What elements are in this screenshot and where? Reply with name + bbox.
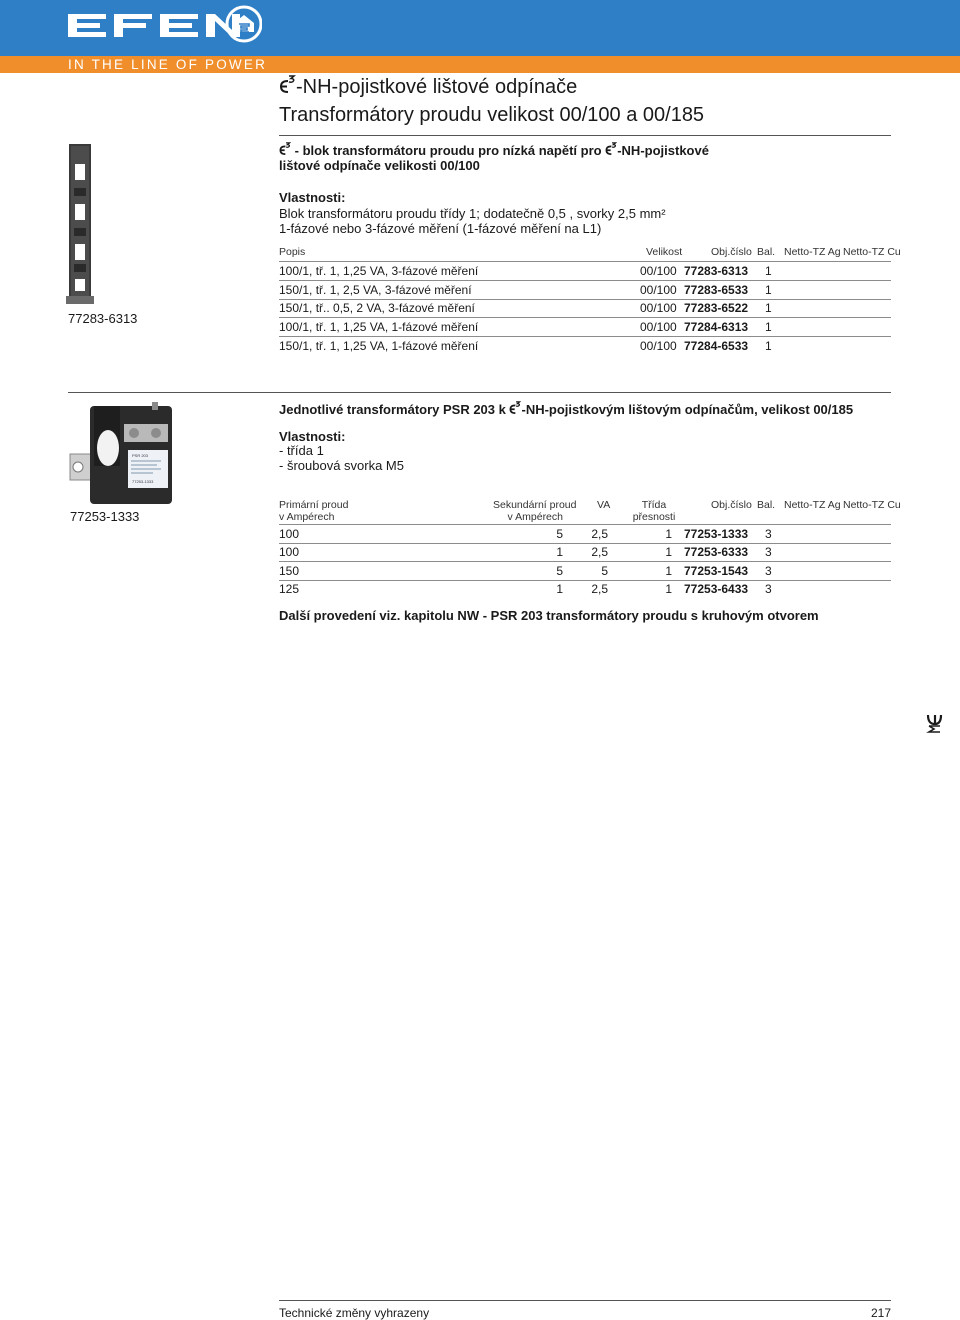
col-bal: Bal. bbox=[757, 499, 776, 511]
e3-logo-icon bbox=[509, 401, 521, 414]
col-secondary bbox=[493, 499, 577, 523]
row-velikost: 00/100 bbox=[640, 339, 677, 353]
row-bal: 1 bbox=[765, 264, 772, 278]
efen-logo bbox=[66, 4, 262, 44]
row-obj: 77284-6313 bbox=[684, 320, 749, 334]
col-va: VA bbox=[597, 499, 611, 511]
e3-logo-icon bbox=[279, 75, 296, 93]
row-divider bbox=[279, 580, 891, 581]
section1-props-line2: 1-fázové nebo 3-fázové měření (1-fázové měření na L1) bbox=[279, 221, 602, 236]
row-class: 1 bbox=[665, 545, 672, 559]
col-obj: Obj.číslo bbox=[711, 499, 752, 511]
page-title-text: -NH-pojistkové lištové odpínače bbox=[296, 76, 578, 98]
row-obj: 77253-6333 bbox=[684, 545, 749, 559]
col-velikost: Velikost bbox=[646, 246, 683, 258]
section2-note: Další provedení viz. kapitolu NW - PSR 203 transformátory proudu s kruhovým otvorem bbox=[279, 608, 819, 623]
row-bal: 3 bbox=[765, 564, 772, 578]
row-bal: 3 bbox=[765, 582, 772, 596]
col-obj: Obj.číslo bbox=[711, 246, 752, 258]
row-obj: 77283-6313 bbox=[684, 264, 749, 278]
row-primary: 150 bbox=[279, 564, 300, 578]
section2-title bbox=[279, 401, 853, 418]
section1-title-line2: lištové odpínače velikosti 00/100 bbox=[279, 158, 480, 173]
col-cu: Netto-TZ Cu bbox=[843, 499, 901, 511]
section2-props-line2: - šroubová svorka M5 bbox=[279, 458, 404, 473]
row-divider bbox=[279, 299, 891, 300]
table2-header-divider bbox=[279, 524, 891, 525]
row-bal: 1 bbox=[765, 320, 772, 334]
row-secondary: 1 bbox=[556, 582, 563, 596]
e3-logo-icon bbox=[605, 142, 617, 155]
row-bal: 1 bbox=[765, 301, 772, 315]
row-va: 2,5 bbox=[591, 545, 608, 559]
row-velikost: 00/100 bbox=[640, 320, 677, 334]
col-cu: Netto-TZ Cu bbox=[843, 246, 901, 258]
footer-divider bbox=[279, 1300, 891, 1301]
row-obj: 77283-6533 bbox=[684, 283, 749, 297]
e3-side-icon bbox=[926, 712, 944, 734]
col-class-line1: Třída bbox=[641, 499, 667, 511]
row-divider bbox=[279, 280, 891, 281]
col-class-line2: přesnosti bbox=[632, 511, 676, 523]
section1-props-line1: Blok transformátoru proudu třídy 1; dodatečně 0,5 , svorky 2,5 mm² bbox=[279, 206, 666, 221]
tagline: IN THE LINE OF POWER bbox=[68, 57, 268, 72]
col-ag: Netto-TZ Ag bbox=[784, 499, 841, 511]
row-popis: 100/1, tř. 1, 1,25 VA, 3-fázové měření bbox=[279, 264, 479, 278]
row-divider bbox=[279, 336, 891, 337]
row-velikost: 00/100 bbox=[640, 283, 677, 297]
transformer-block-image bbox=[66, 144, 94, 304]
row-bal: 3 bbox=[765, 545, 772, 559]
header-bar bbox=[0, 0, 960, 56]
col-bal: Bal. bbox=[757, 246, 776, 258]
row-obj: 77253-1333 bbox=[684, 527, 749, 541]
row-va: 2,5 bbox=[591, 527, 608, 541]
row-secondary: 5 bbox=[556, 527, 563, 541]
section1-title bbox=[279, 142, 709, 159]
footer-note: Technické změny vyhrazeny bbox=[279, 1306, 430, 1320]
row-secondary: 5 bbox=[556, 564, 563, 578]
row-divider bbox=[279, 317, 891, 318]
product-label-code: 77253-1333 bbox=[132, 479, 154, 484]
section2-title-part2: -NH-pojistkovým lištovým odpínačům, velikost 00/185 bbox=[521, 402, 854, 417]
row-divider bbox=[279, 561, 891, 562]
col-secondary-line2: v Ampérech bbox=[507, 511, 563, 523]
e3-logo-icon bbox=[279, 142, 291, 155]
row-obj: 77284-6533 bbox=[684, 339, 749, 353]
section1-title-part2: -NH-pojistkové bbox=[617, 143, 709, 158]
row-divider bbox=[279, 543, 891, 544]
section2-props-line1: - třída 1 bbox=[279, 443, 324, 458]
col-secondary-line1: Sekundární proud bbox=[493, 499, 577, 511]
row-class: 1 bbox=[665, 564, 672, 578]
row-popis: 150/1, tř. 1, 1,25 VA, 1-fázové měření bbox=[279, 339, 479, 353]
page-subtitle: Transformátory proudu velikost 00/100 a 00/185 bbox=[279, 104, 705, 126]
psr203-transformer-image bbox=[68, 402, 176, 506]
page-number: 217 bbox=[871, 1306, 892, 1320]
row-popis: 100/1, tř. 1, 1,25 VA, 1-fázové měření bbox=[279, 320, 479, 334]
col-popis: Popis bbox=[279, 246, 306, 258]
row-bal: 3 bbox=[765, 527, 772, 541]
row-popis: 150/1, tř. 1, 2,5 VA, 3-fázové měření bbox=[279, 283, 472, 297]
row-obj: 77253-6433 bbox=[684, 582, 749, 596]
section1-title-part1: - blok transformátoru proudu pro nízká napětí pro bbox=[294, 143, 602, 158]
row-velikost: 00/100 bbox=[640, 301, 677, 315]
col-primary-line1: Primární proud bbox=[279, 499, 349, 511]
row-va: 5 bbox=[601, 564, 608, 578]
section2-title-part1: Jednotlivé transformátory PSR 203 k bbox=[279, 402, 506, 417]
product-label-model: PSR 203 bbox=[132, 453, 149, 458]
row-primary: 100 bbox=[279, 545, 300, 559]
row-obj: 77253-1543 bbox=[684, 564, 749, 578]
row-primary: 100 bbox=[279, 527, 300, 541]
section2-image-label: 77253-1333 bbox=[70, 509, 140, 524]
section2-props-heading: Vlastnosti: bbox=[279, 429, 346, 444]
row-class: 1 bbox=[665, 527, 672, 541]
row-secondary: 1 bbox=[556, 545, 563, 559]
row-bal: 1 bbox=[765, 339, 772, 353]
row-velikost: 00/100 bbox=[640, 264, 677, 278]
table1-header-divider bbox=[279, 261, 891, 262]
section1-image-label: 77283-6313 bbox=[68, 311, 138, 326]
row-bal: 1 bbox=[765, 283, 772, 297]
row-va: 2,5 bbox=[591, 582, 608, 596]
col-primary bbox=[279, 499, 348, 523]
col-primary-line2: v Ampérech bbox=[279, 511, 335, 523]
section-divider bbox=[68, 392, 891, 393]
row-obj: 77283-6522 bbox=[684, 301, 749, 315]
row-popis: 150/1, tř.. 0,5, 2 VA, 3-fázové měření bbox=[279, 301, 475, 315]
row-primary: 125 bbox=[279, 582, 300, 596]
title-divider bbox=[279, 135, 891, 136]
section1-props-heading: Vlastnosti: bbox=[279, 190, 346, 205]
col-class bbox=[630, 499, 678, 523]
page-title bbox=[279, 74, 577, 100]
row-class: 1 bbox=[665, 582, 672, 596]
col-ag: Netto-TZ Ag bbox=[784, 246, 841, 258]
